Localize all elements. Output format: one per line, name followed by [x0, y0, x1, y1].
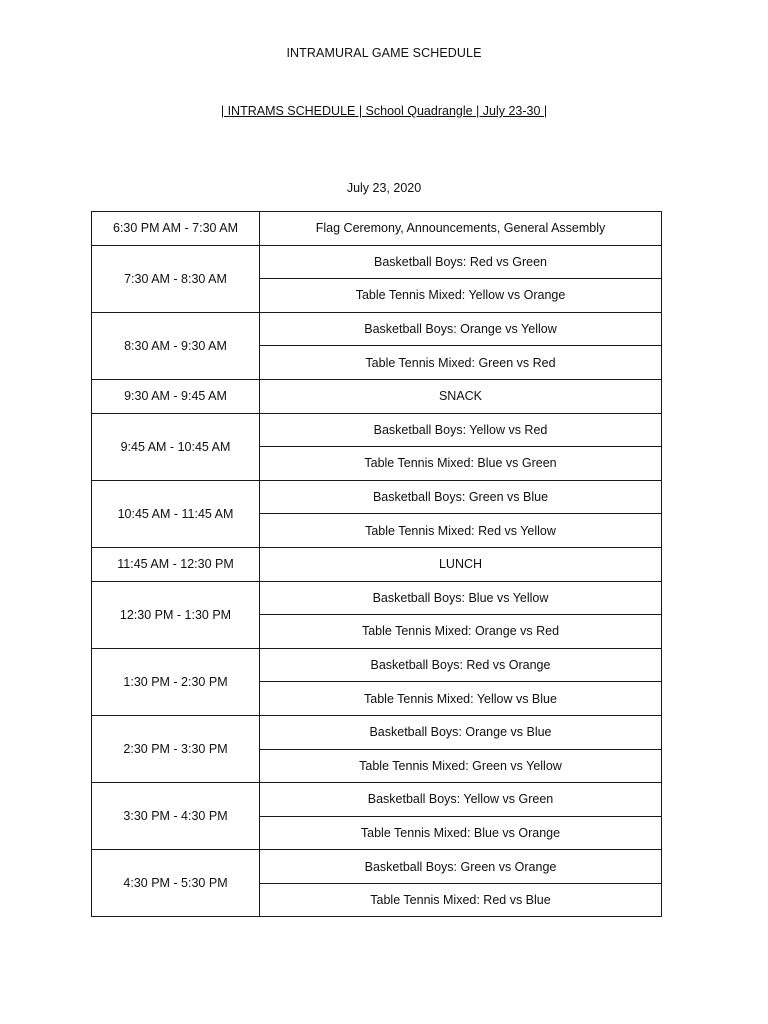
document-subtitle: | INTRAMS SCHEDULE | School Quadrangle | July 23-30 |: [220, 104, 548, 118]
event-cell: Table Tennis Mixed: Yellow vs Blue: [260, 682, 662, 716]
event-cell: Basketball Boys: Red vs Green: [260, 245, 662, 279]
table-row: [92, 245, 662, 279]
event-cell: Basketball Boys: Green vs Blue: [260, 480, 662, 514]
event-cell: Basketball Boys: Green vs Orange: [260, 850, 662, 884]
table-row: [92, 312, 662, 346]
time-slot: 10:45 AM - 11:45 AM: [92, 480, 260, 547]
event-cell: Table Tennis Mixed: Green vs Yellow: [260, 749, 662, 783]
event-cell: Basketball Boys: Orange vs Yellow: [260, 312, 662, 346]
schedule-date: July 23, 2020: [346, 181, 422, 195]
time-slot: 9:30 AM - 9:45 AM: [92, 379, 260, 413]
table-row: [92, 648, 662, 682]
table-row: [92, 581, 662, 615]
schedule-table: [91, 211, 662, 917]
table-row: [92, 715, 662, 749]
time-slot: 6:30 PM AM - 7:30 AM: [92, 212, 260, 246]
time-slot: 7:30 AM - 8:30 AM: [92, 245, 260, 312]
time-slot: 8:30 AM - 9:30 AM: [92, 312, 260, 379]
time-slot: 9:45 AM - 10:45 AM: [92, 413, 260, 480]
event-cell: Table Tennis Mixed: Blue vs Orange: [260, 816, 662, 850]
table-row: [92, 783, 662, 817]
table-row: [92, 480, 662, 514]
event-cell: Basketball Boys: Blue vs Yellow: [260, 581, 662, 615]
event-cell: Basketball Boys: Yellow vs Red: [260, 413, 662, 447]
time-slot: 11:45 AM - 12:30 PM: [92, 547, 260, 581]
time-slot: 3:30 PM - 4:30 PM: [92, 783, 260, 850]
time-slot: 12:30 PM - 1:30 PM: [92, 581, 260, 648]
event-cell: Table Tennis Mixed: Green vs Red: [260, 346, 662, 380]
document-title: INTRAMURAL GAME SCHEDULE: [286, 46, 482, 60]
table-row: [92, 850, 662, 884]
table-row: [92, 379, 662, 413]
event-cell: SNACK: [260, 379, 662, 413]
event-cell: Table Tennis Mixed: Blue vs Green: [260, 447, 662, 481]
table-row: [92, 547, 662, 581]
table-row: [92, 212, 662, 246]
event-cell: Table Tennis Mixed: Yellow vs Orange: [260, 279, 662, 313]
event-cell: Table Tennis Mixed: Red vs Yellow: [260, 514, 662, 548]
event-cell: Flag Ceremony, Announcements, General Assembly: [260, 212, 662, 246]
event-cell: Table Tennis Mixed: Red vs Blue: [260, 883, 662, 917]
table-row: [92, 413, 662, 447]
time-slot: 1:30 PM - 2:30 PM: [92, 648, 260, 715]
schedule-table-body: [92, 212, 662, 917]
time-slot: 2:30 PM - 3:30 PM: [92, 715, 260, 782]
time-slot: 4:30 PM - 5:30 PM: [92, 850, 260, 917]
event-cell: Basketball Boys: Orange vs Blue: [260, 715, 662, 749]
event-cell: Basketball Boys: Yellow vs Green: [260, 783, 662, 817]
event-cell: Basketball Boys: Red vs Orange: [260, 648, 662, 682]
event-cell: Table Tennis Mixed: Orange vs Red: [260, 615, 662, 649]
event-cell: LUNCH: [260, 547, 662, 581]
